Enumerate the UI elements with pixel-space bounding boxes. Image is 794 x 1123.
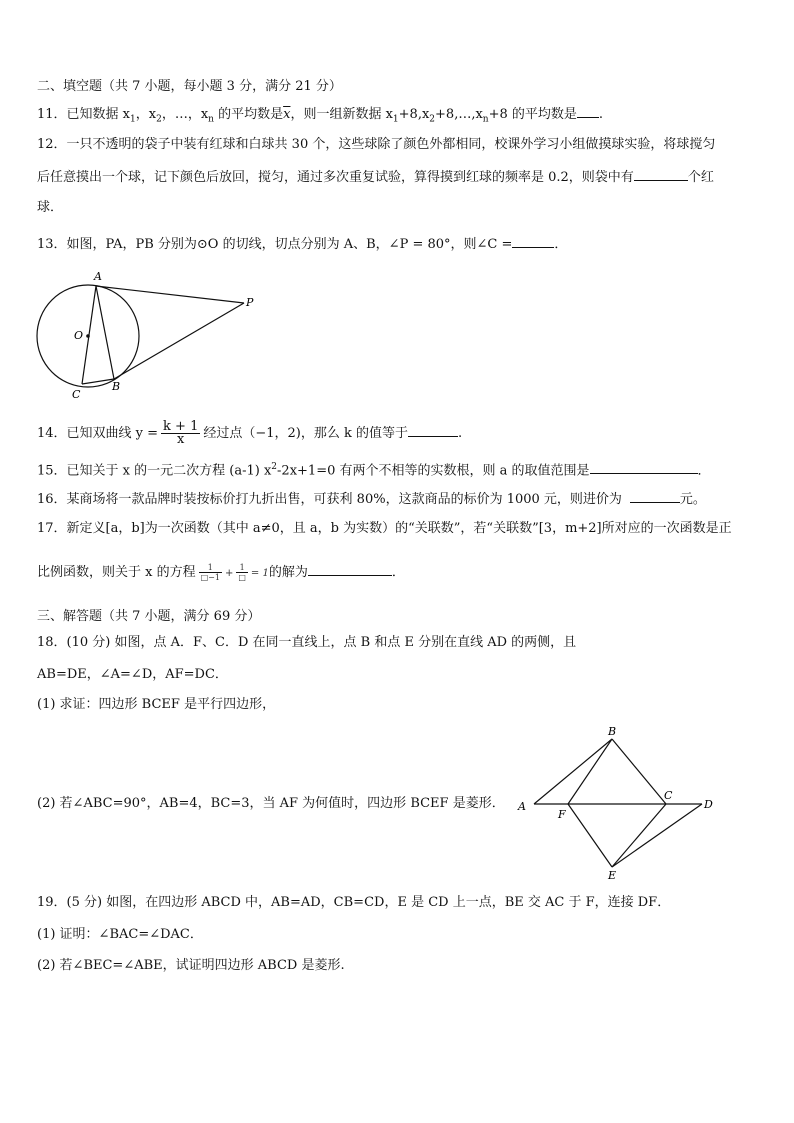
fraction-1-over-box: $\frac{1}{□}$ bbox=[238, 563, 246, 582]
svg-text:C: C bbox=[664, 789, 673, 802]
answer-blank-15 bbox=[590, 460, 698, 474]
question-18-line1: 18．(10 分) 如图，点 A．F、C．D 在同一直线上，点 B 和点 E 分别在直线 AD 的两侧，且 bbox=[37, 635, 577, 650]
fraction-1-over-box-minus-1: $\frac{1}{□-1}$ bbox=[200, 563, 220, 582]
svg-text:D: D bbox=[704, 798, 713, 811]
figure-18-parallelogram bbox=[512, 722, 728, 884]
question-13: 13．如图，PA，PB 分别为⊙O 的切线，切点分别为 A、B，∠P = 80°，则∠C = ． bbox=[37, 234, 567, 254]
question-18-line2: AB=DE，∠A=∠D，AF=DC． bbox=[37, 667, 228, 682]
question-19-line1: 19．(5 分) 如图，在四边形 ABCD 中，AB=AD，CB=CD，E 是 CD 上一点，BE 交 AC 于 F，连接 DF． bbox=[37, 895, 671, 910]
svg-text:P: P bbox=[246, 296, 254, 309]
question-12-line1: 12．一只不透明的袋子中装有红球和白球共 30 个，这些球除了颜色外都相同，校课外学习小组做摸球实验，将球搅匀 bbox=[37, 137, 716, 152]
question-12-line2: 后任意摸出一个球，记下颜色后放回，搅匀，通过多次重复试验，算得摸到红球的频率是 0.2，则袋中有 个红 bbox=[37, 167, 714, 187]
answer-blank-16 bbox=[630, 489, 680, 503]
answer-blank-17 bbox=[308, 562, 392, 576]
mean-symbol: $\overline{x}$ bbox=[283, 107, 291, 122]
svg-text:A: A bbox=[94, 270, 102, 283]
question-17-line1: 17．新定义[a，b]为一次函数（其中 a≠0，且 a，b 为实数）的“关联数”，若“关联数”[3，m+2]所对应的一次函数是正 bbox=[37, 521, 732, 536]
svg-text:E: E bbox=[608, 869, 617, 882]
answer-blank-14 bbox=[408, 423, 458, 437]
question-12-line3: 球． bbox=[37, 200, 64, 215]
svg-text:A: A bbox=[518, 800, 526, 813]
section2-header: 二、填空题（共 7 小题，每小题 3 分，满分 21 分） bbox=[37, 79, 342, 94]
question-16: 16．某商场将一款品牌时装按标价打九折出售，可获利 80%，这款商品的标价为 1000 元，则进价为 元。 bbox=[37, 489, 706, 509]
svg-text:F: F bbox=[558, 808, 566, 821]
svg-text:O: O bbox=[74, 329, 84, 342]
question-18-part1: (1) 求证：四边形 BCEF 是平行四边形， bbox=[37, 697, 276, 712]
question-14: 14．已知双曲线 y = $\frac{k + 1}{x}$ 经过点（−1，2)，那么 k 的值等于 . bbox=[37, 419, 463, 447]
answer-blank-13 bbox=[512, 234, 554, 248]
fraction-k-plus-1-over-x: $\frac{k + 1}{x}$ bbox=[163, 419, 199, 447]
question-18-part2: (2) 若∠ABC=90°，AB=4，BC=3，当 AF 为何值时，四边形 BCEF 是菱形． bbox=[37, 796, 505, 811]
answer-blank-11 bbox=[577, 104, 599, 118]
question-17-line2: 比例函数，则关于 x 的方程 $\frac{1}{□-1}$ + $\frac{1}{□}$ = 1的解为 ． bbox=[37, 563, 405, 582]
answer-blank-12 bbox=[634, 167, 688, 181]
svg-text:C: C bbox=[72, 388, 81, 401]
question-15: 15．已知关于 x 的一元二次方程 (a-1) $x^2-2x+1=0$ 有两个不相等的实数根，则 a 的取值范围是 ． bbox=[37, 462, 711, 479]
svg-text:B: B bbox=[608, 725, 617, 738]
question-19-part1: (1) 证明：∠BAC=∠DAC． bbox=[37, 927, 203, 942]
question-19-part2: (2) 若∠BEC=∠ABE，试证明四边形 ABCD 是菱形. bbox=[37, 958, 345, 973]
question-11: 11．已知数据 $x_1$，$x_2$，…，$x_n$ 的平均数是$\overline{x}$，则一组新数据 $x_1+8,x_2+8,\dots,x_n+8$ 的平均数是 . bbox=[37, 104, 603, 129]
section3-header: 三、解答题（共 7 小题，满分 69 分） bbox=[37, 609, 261, 624]
figure-13-circle-tangents bbox=[30, 266, 270, 406]
svg-text:B: B bbox=[112, 380, 121, 393]
